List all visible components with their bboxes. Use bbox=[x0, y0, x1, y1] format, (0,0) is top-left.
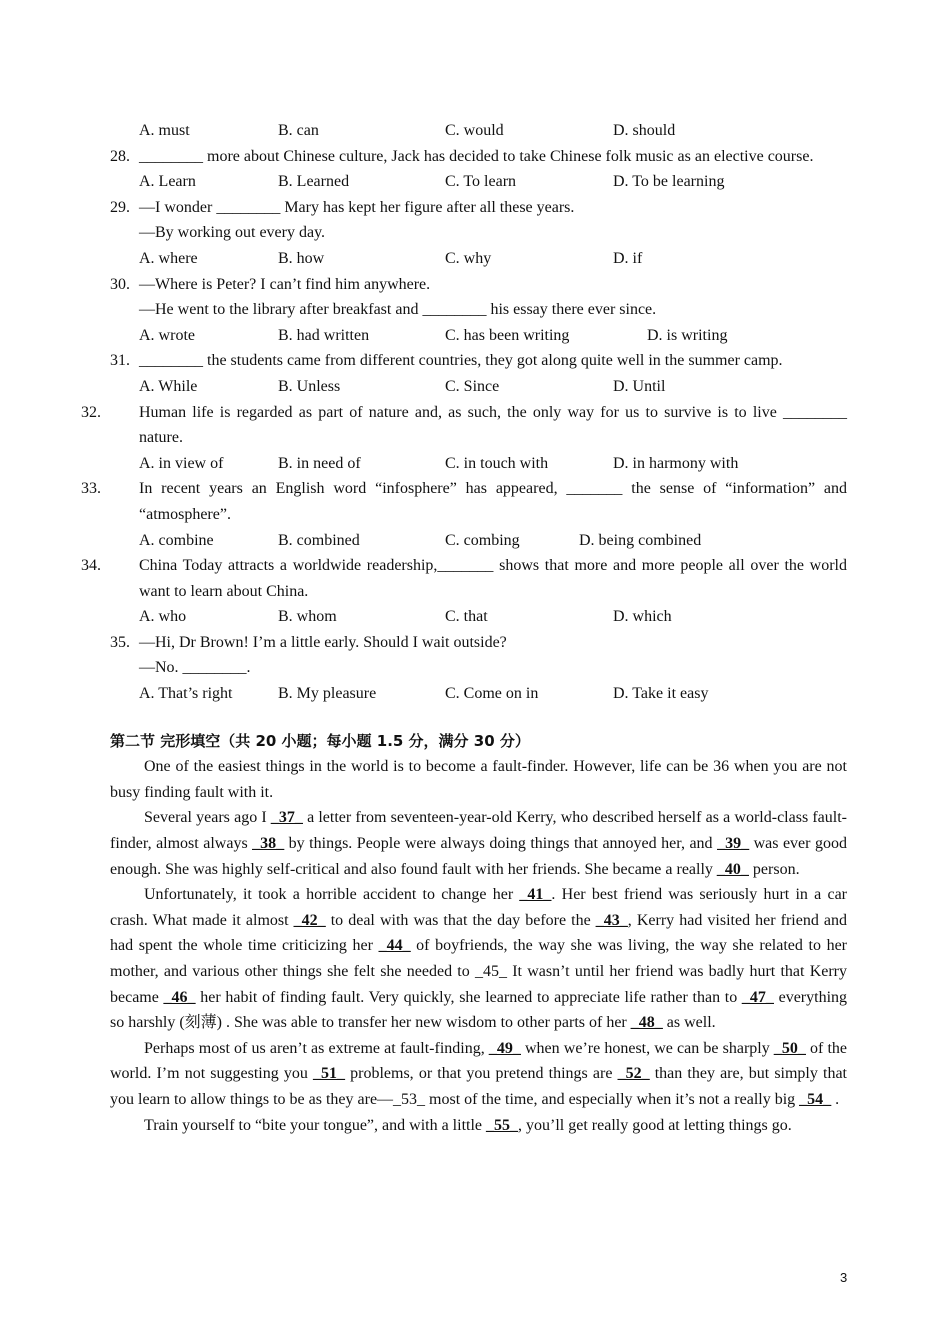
option-c: C. To learn bbox=[445, 173, 517, 191]
options-q32 bbox=[110, 451, 847, 477]
blank-41: _41_ bbox=[519, 886, 552, 904]
question-29: 29. —I wonder ________ Mary has kept her figure after all these years. bbox=[110, 198, 575, 216]
blank-46: _46_ bbox=[163, 988, 196, 1006]
passage-paragraph-3: Unfortunately, it took a horrible accident to change her _41_. Her best friend was seriously hurt in a car crash. What made it almost _42_ to deal with was that the day before the _43_, Kerry had visited her friend and had spent the whole time criticizing her _44_ of boyfriends, the way she was living, the way she related to her mother, and various other things she felt she needed to _45_ It wasn’t until her friend was badly hurt that Kerry became _46_ her habit of finding fault. Very quickly, she learned to appreciate life rather than to _47_ everything so harshly (刻薄) . She was able to transfer her new wisdom to other parts of her _48_ as well. bbox=[110, 886, 848, 1032]
passage-paragraph-1: One of the easiest things in the world is to become a fault-finder. However, life can be 36 when you are not busy finding fault with it. bbox=[110, 758, 847, 801]
option-a: A. who bbox=[139, 608, 187, 626]
question-text: ________ the students came from different countries, they got along quite well in the summer camp. bbox=[139, 352, 783, 370]
page-number: 3 bbox=[840, 1270, 848, 1285]
option-a: A. That’s right bbox=[139, 685, 233, 703]
option-b: B. had written bbox=[278, 326, 370, 344]
blank-55: _55_ bbox=[486, 1116, 519, 1134]
blank-39: _39_ bbox=[717, 835, 750, 853]
option-c: C. in touch with bbox=[445, 454, 549, 472]
blank-43: _43_ bbox=[595, 911, 628, 929]
option-a: A. must bbox=[139, 122, 190, 139]
option-b: B. My pleasure bbox=[278, 685, 377, 703]
option-b: B. Unless bbox=[278, 377, 341, 395]
question-answer-line: —No. ________. bbox=[139, 659, 251, 677]
section-title: 第二节 完形填空（共 20 小题；每小题 1.5 分，满分 30 分） bbox=[110, 731, 530, 750]
question-answer-line: —He went to the library after breakfast and ________ his essay there ever since. bbox=[139, 301, 657, 319]
options-q27 bbox=[110, 118, 847, 144]
options-q30 bbox=[110, 323, 847, 349]
option-c: C. that bbox=[445, 608, 488, 626]
option-d: D. Until bbox=[613, 377, 666, 395]
options-q33 bbox=[110, 528, 847, 554]
option-b: B. combined bbox=[278, 531, 360, 549]
question-text: Human life is regarded as part of nature and, as such, the only way for us to survive is to live ________ nature. bbox=[139, 403, 847, 447]
option-d: D. which bbox=[613, 608, 672, 626]
option-c: C. would bbox=[445, 122, 504, 139]
question-28: 28. ________ more about Chinese culture, Jack has decided to take Chinese folk music as an elective course. bbox=[110, 147, 814, 165]
blank-50: _50_ bbox=[773, 1039, 806, 1057]
option-a: A. in view of bbox=[139, 454, 224, 472]
passage-paragraph-4: Perhaps most of us aren’t as extreme at fault-finding, _49_ when we’re honest, we can be sharply _50_ of the world. I’m not suggesting you _51_ problems, or that you pretend things are _52_ than they are, but simply that you learn to allow things to be as they are—_53_ most of the time, and especially when it’s not a really big _54_ . bbox=[110, 1039, 848, 1108]
option-b: B. in need of bbox=[278, 454, 361, 472]
options-q28 bbox=[110, 169, 847, 195]
question-33: 33. In recent years an English word “infosphere” has appeared, _______ the sense of “information” and “atmosphere”. bbox=[81, 480, 847, 523]
question-text: ________ more about Chinese culture, Jack has decided to take Chinese folk music as an elective course. bbox=[139, 147, 814, 165]
question-35: 35. —Hi, Dr Brown! I’m a little early. Should I wait outside? bbox=[110, 633, 507, 651]
blank-47: _47_ bbox=[741, 988, 774, 1006]
blank-44: _44_ bbox=[378, 937, 411, 955]
question-32: 32. Human life is regarded as part of nature and, as such, the only way for us to survive is to live ________ nature. bbox=[81, 403, 847, 447]
option-c: C. has been writing bbox=[445, 326, 570, 344]
blank-49: _49_ bbox=[488, 1039, 521, 1057]
option-a: A. where bbox=[139, 249, 198, 267]
option-d: D. should bbox=[613, 122, 676, 139]
option-a: A. wrote bbox=[139, 326, 195, 344]
option-b: B. how bbox=[278, 249, 325, 267]
option-d: D. if bbox=[613, 249, 643, 267]
option-c: C. why bbox=[445, 249, 492, 267]
options-q35 bbox=[110, 681, 847, 707]
option-c: C. combing bbox=[445, 531, 520, 549]
blank-42: _42_ bbox=[293, 911, 326, 929]
option-b: B. can bbox=[278, 122, 319, 139]
question-text: —Hi, Dr Brown! I’m a little early. Should I wait outside? bbox=[139, 633, 507, 651]
option-d: D. To be learning bbox=[613, 173, 725, 191]
options-q31 bbox=[110, 374, 847, 400]
passage-paragraph-5: Train yourself to “bite your tongue”, and with a little _55_, you’ll get really good at letting things go. bbox=[144, 1116, 792, 1134]
question-text: In recent years an English word “infosphere” has appeared, _______ the sense of “information” and “atmosphere”. bbox=[139, 480, 847, 523]
option-a: A. combine bbox=[139, 531, 214, 549]
options-q34 bbox=[110, 604, 847, 630]
exam-page bbox=[81, 118, 848, 1138]
question-34: 34. China Today attracts a worldwide readership,_______ shows that more and more people all over the world want to learn about China. bbox=[81, 557, 847, 600]
question-text: —Where is Peter? I can’t find him anywhere. bbox=[139, 275, 431, 293]
blank-48: _48_ bbox=[630, 1014, 663, 1032]
passage-paragraph-2: Several years ago I _37_ a letter from seventeen-year-old Kerry, who described herself as a world-class fault-finder, almost always _38_ by things. People were always doing things that annoyed her, and _39_ was ever good enough. She was highly self-critical and also found fault with her friends. She became a really _40_ person. bbox=[110, 809, 847, 878]
question-answer-line: —By working out every day. bbox=[139, 224, 326, 242]
option-a: A. Learn bbox=[139, 173, 196, 191]
option-c: C. Since bbox=[445, 377, 500, 395]
question-text: —I wonder ________ Mary has kept her figure after all these years. bbox=[139, 198, 575, 216]
option-b: B. Learned bbox=[278, 173, 350, 191]
question-30: 30. —Where is Peter? I can’t find him anywhere. bbox=[110, 275, 431, 293]
option-d: D. Take it easy bbox=[613, 685, 709, 703]
blank-51: _51_ bbox=[313, 1065, 345, 1083]
blank-38: _38_ bbox=[252, 835, 285, 853]
option-b: B. whom bbox=[278, 608, 337, 626]
option-a: A. While bbox=[139, 377, 198, 395]
options-q29 bbox=[110, 246, 847, 272]
question-text: China Today attracts a worldwide readership,_______ shows that more and more people all over the world want to learn about China. bbox=[139, 557, 847, 600]
blank-54: _54_ bbox=[799, 1090, 832, 1108]
blank-40: _40_ bbox=[716, 860, 749, 878]
blank-37: _37_ bbox=[270, 809, 303, 827]
question-31: 31. ________ the students came from different countries, they got along quite well in the summer camp. bbox=[110, 352, 783, 370]
option-d: D. in harmony with bbox=[613, 454, 739, 472]
option-d: D. is writing bbox=[647, 326, 728, 344]
blank-52: _52_ bbox=[617, 1065, 650, 1083]
option-d: D. being combined bbox=[579, 531, 702, 549]
option-c: C. Come on in bbox=[445, 685, 539, 703]
